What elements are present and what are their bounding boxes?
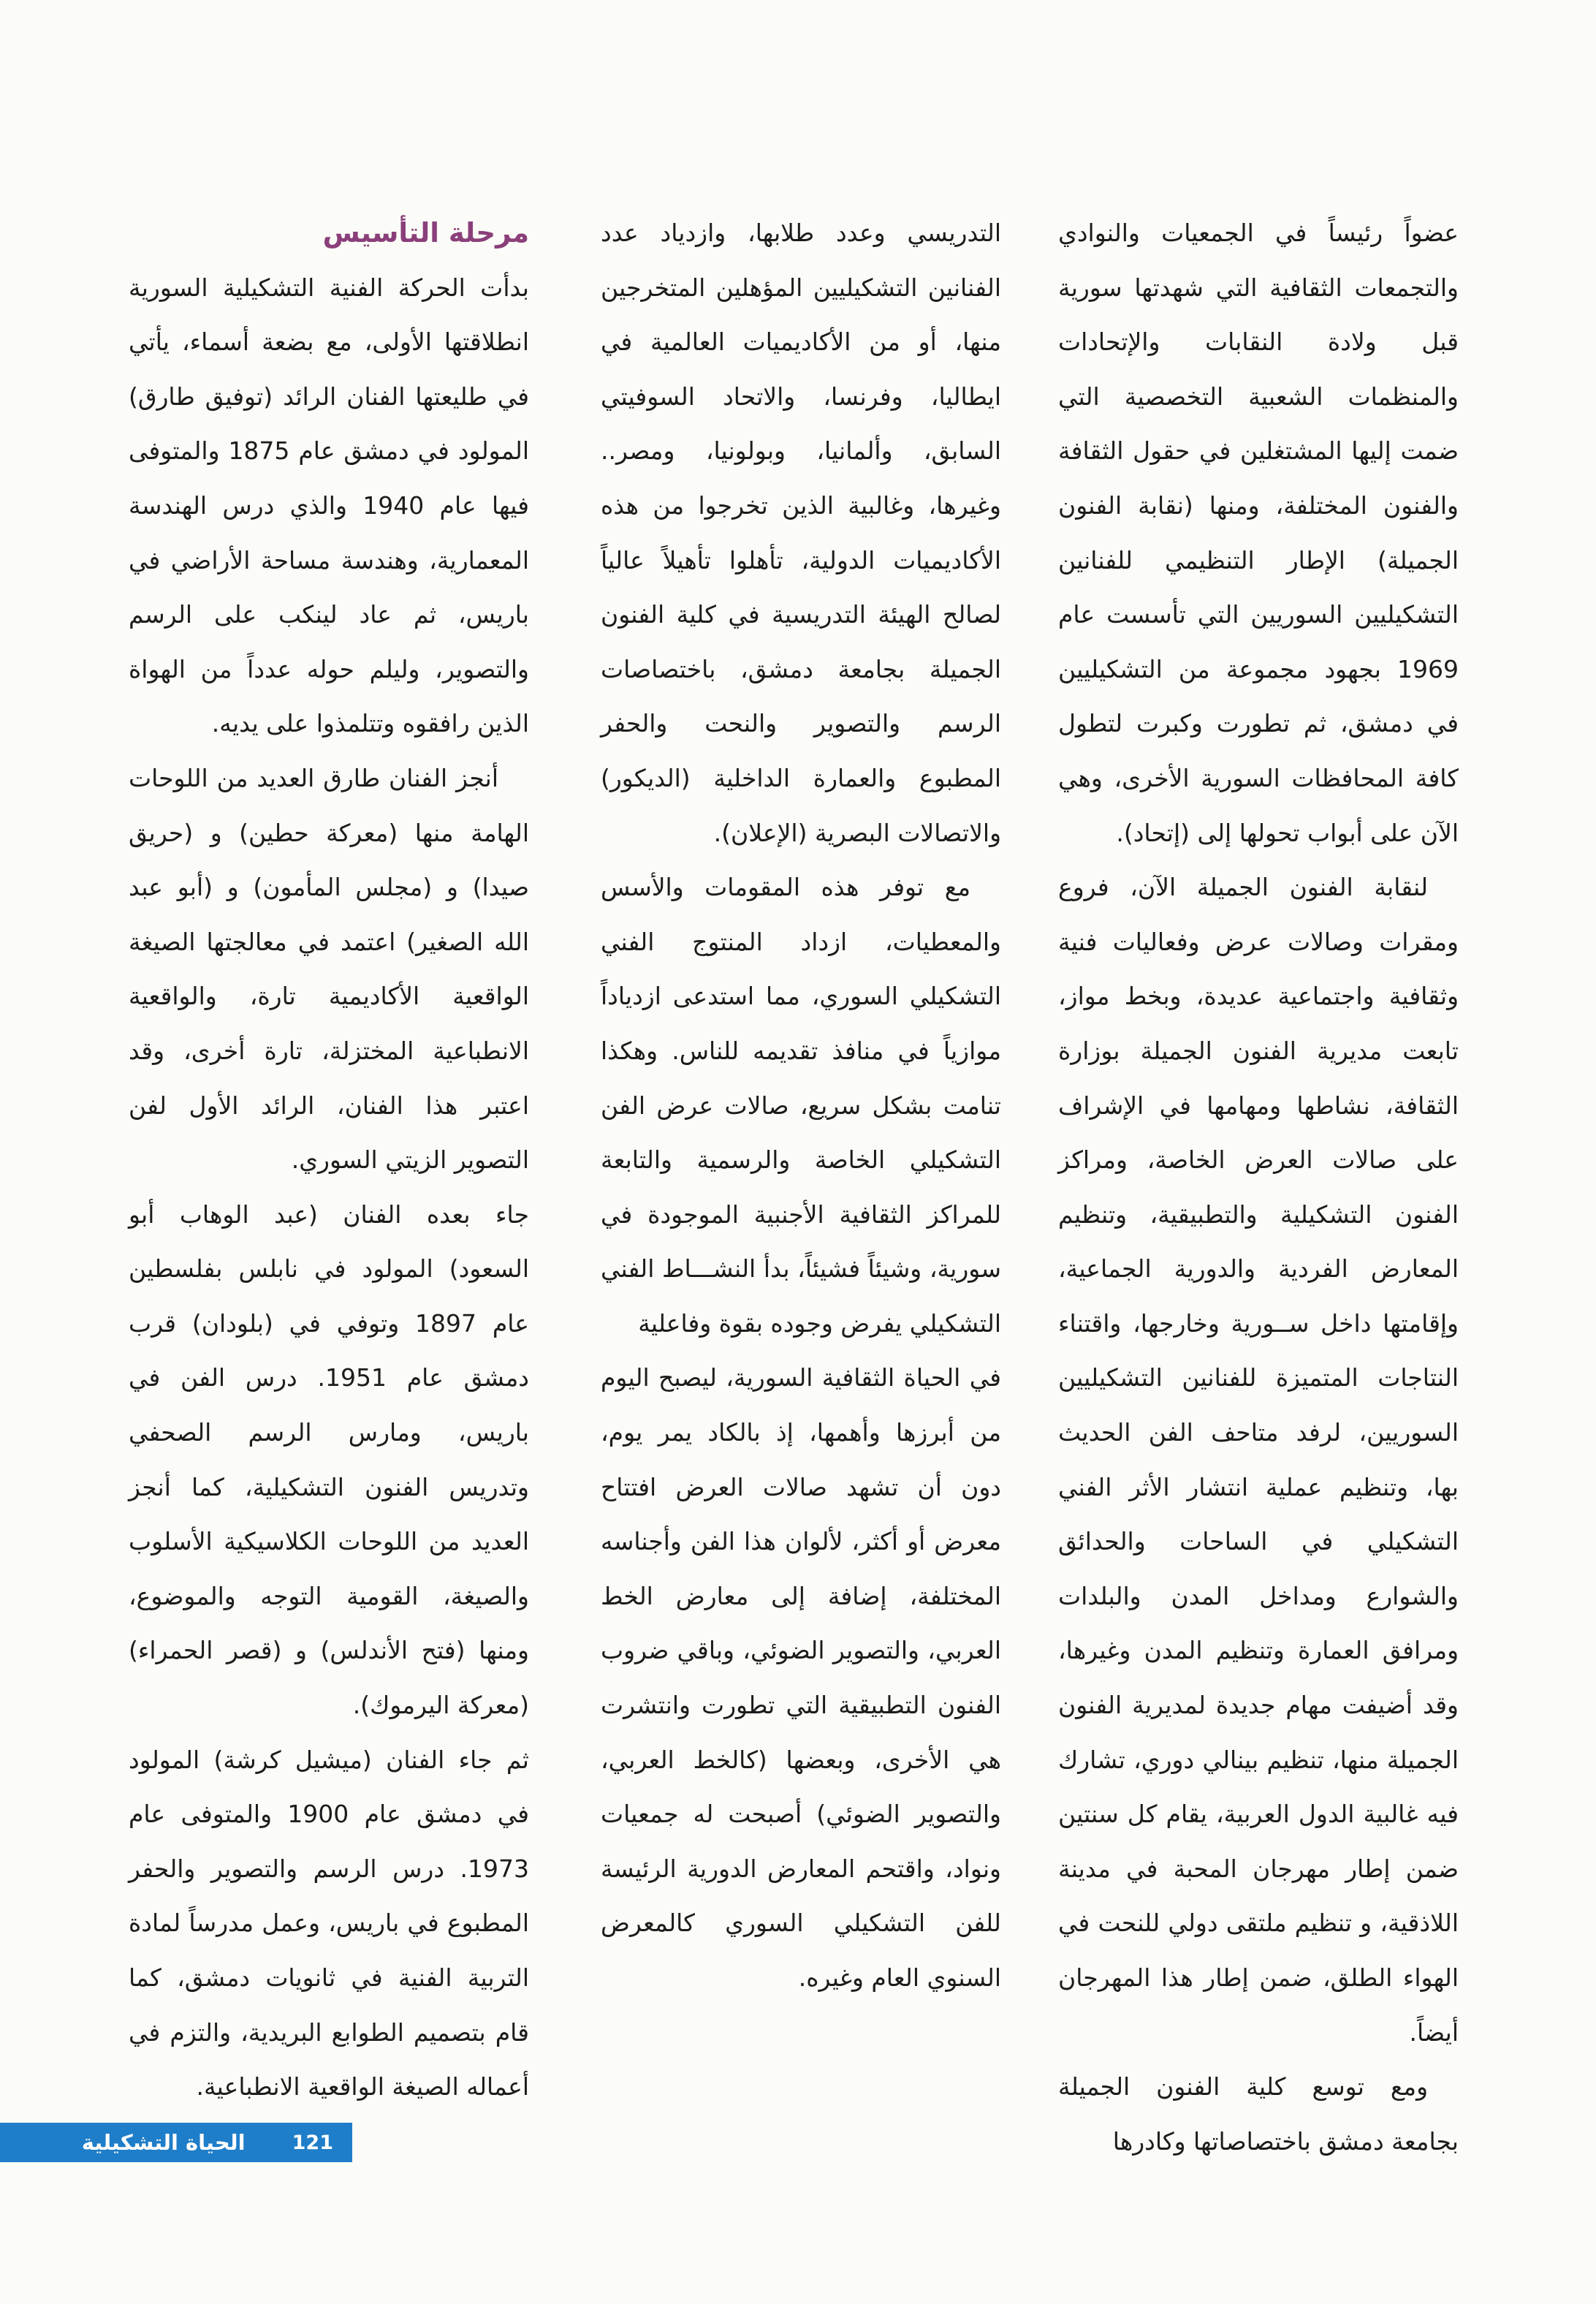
- page-footer-bar: [0, 2123, 352, 2162]
- paragraph: جاء بعده الفنان (عبد الوهاب أبو السعود) المولود في نابلس بفلسطين عام 1897 وتوفي في (بلودان) قرب دمشق عام 1951. درس الفن في باريس، ومارس الرسم الصحفي وتدريس الفنون التشكيلية، كما أنجز العديد من اللوحات الكلاسيكية الأسلوب والصيغة، القومية التوجه والموضوع، ومنها (فتح الأندلس) و (قصر الحمراء) (معركة اليرموك).: [129, 1200, 530, 1720]
- page-number: 121: [292, 2131, 333, 2154]
- paragraph: ثم جاء الفنان (ميشيل كرشة) المولود في دمشق عام 1900 والمتوفى عام 1973. درس الرسم والتصوير والحفر المطبوع في باريس، وعمل مدرساً لمادة التربية الفنية في ثانويات دمشق، كما قام بتصميم الطوابع البريدية، والتزم في أعماله الصيغة الواقعية الانطباعية.: [129, 1745, 529, 2102]
- section-heading: مرحلة التأسيس: [322, 217, 529, 249]
- article-column-middle: [601, 206, 1001, 2006]
- paragraph: أنجز الفنان طارق العديد من اللوحات الهامة منها (معركة حطين) و (حريق صيدا) و (مجلس المأمون) و (أبو عبد الله الصغير) اعتمد في معالجتها الصيغة الواقعية الأكاديمية تارة، والواقعية الانطباعية المختزلة، تارة أخرى، وقد اعتبر هذا الفنان، الرائد الأول لفن التصوير الزيتي السوري.: [129, 763, 529, 1175]
- paragraph: بدأت الحركة الفنية التشكيلية السورية انطلاقتها الأولى، مع بضعة أسماء، يأتي في طليعتها الفنان الرائد (توفيق طارق) المولود في دمشق عام 1875 والمتوفى فيها عام 1940 والذي درس الهندسة المعمارية، وهندسة مساحة الأراضي في باريس، ثم عاد لينكب على الرسم والتصوير، وليلم حوله عدداً من الهواة الذين رافقوه وتتلمذوا على يديه.: [129, 273, 529, 738]
- paragraph: ومع توسع كلية الفنون الجميلة بجامعة دمشق باختصاصاتها وكادرها: [1058, 2072, 1459, 2156]
- paragraph: لنقابة الفنون الجميلة الآن، فروع ومقرات وصالات عرض وفعاليات فنية وثقافية واجتماعية عديدة، وبخط مواز، تابعت مديرية الفنون الجميلة بوزارة الثقافة، نشاطها ومهامها في الإشراف على صالات العرض الخاصة، ومراكز الفنون التشكيلية والتطبيقية، وتنظيم المعارض الفردية والدورية الجماعية، وإقامتها داخل ســورية وخارجها، واقتناء النتاجات المتميزة للفنانين التشكيليين السوريين، لرفد متاحف الفن الحديث بها، وتنظيم عملية انتشار الأثر الفني التشكيلي في الساحات والحدائق والشوارع ومداخل المدن والبلدات ومرافق العمارة وتنظيم المدن وغيرها، وقد أضيفت مهام جديدة لمديرية الفنون الجميلة منها، تنظيم بينالي دوري، تشارك فيه غالبية الدول العربية، يقام كل سنتين ضمن إطار مهرجان المحبة في مدينة اللاذقية، و تنظيم ملتقى دولي للنحت في الهواء الطلق، ضمن إطار هذا المهرجان أيضاً.: [1058, 873, 1459, 2047]
- paragraph: عضواً رئيساً في الجمعيات والنوادي والتجمعات الثقافية التي شهدتها سورية قبل ولادة النقابات والإتحادات والمنظمات الشعبية التخصصية التي ضمت إليها المشتغلين في حقول الثقافة والفنون المختلفة، ومنها (نقابة الفنون الجميلة) الإطار التنظيمي للفنانين التشكيليين السوريين التي تأسست عام 1969 بجهود مجموعة من التشكيليين في دمشق، ثم تطورت وكبرت لتطول كافة المحافظات السورية الأخرى، وهي الآن على أبواب تحولها إلى (إتحاد).: [1058, 219, 1459, 847]
- paragraph: مع توفر هذه المقومات والأسس والمعطيات، ازداد المنتوج الفني التشكيلي السوري، مما استدعى ازدياداً موازياً في منافذ تقديمه للناس. وهكذا تنامت بشكل سريع، صالات عرض الفن التشكيلي الخاصة والرسمية والتابعة للمراكز الثقافية الأجنبية الموجودة في سورية، وشيئاً فشيئاً، بدأ النشـــاط الفني التشكيلي يفرض وجوده بقوة وفاعلية: [601, 873, 1001, 1338]
- paragraph: في الحياة الثقافية السورية، ليصبح اليوم من أبرزها وأهمها، إذ بالكاد يمر يوم، دون أن تشهد صالات العرض افتتاح معرض أو أكثر، لألوان هذا الفن وأجناسه المختلفة، إضافة إلى معارض الخط العربي، والتصوير الضوئي، وباقي ضروب الفنون التطبيقية التي تطورت وانتشرت هي الأخرى، وبعضها (كالخط العربي، والتصوير الضوئي) أصبحت له جمعيات ونواد، واقتحم المعارض الدورية الرئيسة للفن التشكيلي السوري كالمعرض السنوي العام وغيره.: [601, 1363, 1001, 1992]
- paragraph: التدريسي وعدد طلابها، وازدياد عدد الفنانين التشكيليين المؤهلين المتخرجين منها، أو من الأكاديميات العالمية في ايطاليا، وفرنسا، والاتحاد السوفيتي السابق، وألمانيا، وبولونيا، ومصر.. وغيرها، وغالبية الذين تخرجوا من هذه الأكاديميات الدولية، تأهلوا تأهيلاً عالياً لصالح الهيئة التدريسية في كلية الفنون الجميلة بجامعة دمشق، باختصاصات الرسم والتصوير والنحت والحفر المطبوع والعمارة الداخلية (الديكور) والاتصالات البصرية (الإعلان).: [601, 219, 1001, 847]
- article-column-left: [129, 206, 529, 2115]
- article-column-right: [1058, 206, 1459, 2169]
- magazine-name: الحياة التشكيلية: [81, 2130, 246, 2155]
